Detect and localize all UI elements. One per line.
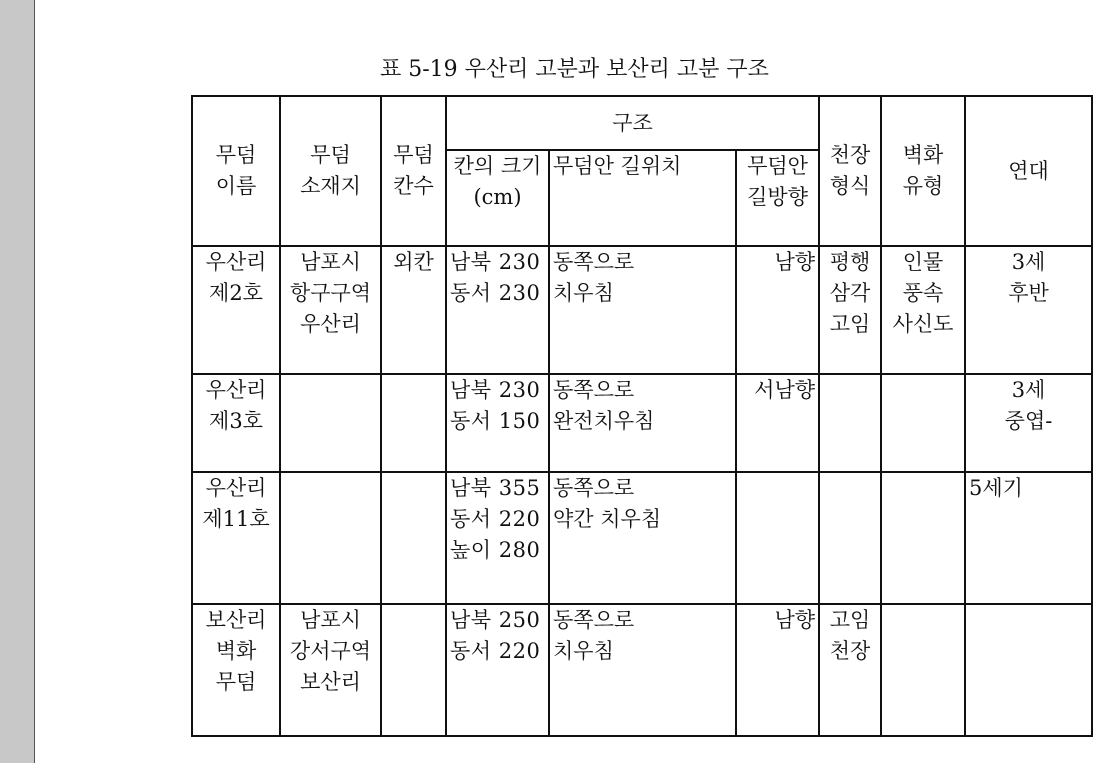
cell-tomb-name: 우산리 제11호 xyxy=(192,472,280,604)
cell-tomb-name: 우산리 제3호 xyxy=(192,374,280,472)
cell-mural xyxy=(881,472,965,604)
cell-date: 3세 후반 xyxy=(965,246,1092,374)
cell-chambers: 외칸 xyxy=(381,246,446,374)
header-chambers: 무덤 칸수 xyxy=(381,96,446,246)
cell-date: 3세 중엽- xyxy=(965,374,1092,472)
cell-passage-position: 동쪽으로 치우침 xyxy=(549,246,736,374)
cell-chambers xyxy=(381,604,446,736)
cell-location xyxy=(280,374,381,472)
header-location: 무덤 소재지 xyxy=(280,96,381,246)
cell-size: 남북 230 동서 230 xyxy=(446,246,549,374)
cell-mural xyxy=(881,604,965,736)
cell-size: 남북 250 동서 220 xyxy=(446,604,549,736)
cell-mural xyxy=(881,374,965,472)
cell-date: 5세기 xyxy=(965,472,1092,604)
table-row xyxy=(192,604,1092,736)
table-row xyxy=(192,246,1092,374)
cell-passage-position: 동쪽으로 약간 치우침 xyxy=(549,472,736,604)
header-chamber-size: 칸의 크기 (cm) xyxy=(446,150,549,246)
cell-size: 남북 230 동서 150 xyxy=(446,374,549,472)
cell-size: 남북 355 동서 220 높이 280 xyxy=(446,472,549,604)
left-margin-bar xyxy=(0,0,35,763)
tomb-structure-table xyxy=(191,95,1093,737)
cell-location: 남포시 강서구역 보산리 xyxy=(280,604,381,736)
cell-location: 남포시 항구구역 우산리 xyxy=(280,246,381,374)
cell-tomb-name: 보산리 벽화 무덤 xyxy=(192,604,280,736)
cell-passage-direction: 남향 xyxy=(736,604,819,736)
cell-chambers xyxy=(381,374,446,472)
table-row xyxy=(192,374,1092,472)
cell-chambers xyxy=(381,472,446,604)
cell-passage-direction: 남향 xyxy=(736,246,819,374)
table-row xyxy=(192,472,1092,604)
cell-ceiling xyxy=(819,374,881,472)
cell-passage-position: 동쪽으로 치우침 xyxy=(549,604,736,736)
header-passage-direction: 무덤안 길방향 xyxy=(736,150,819,246)
cell-date xyxy=(965,604,1092,736)
header-row-1 xyxy=(192,96,1092,150)
header-structure: 구조 xyxy=(446,96,819,150)
header-passage-position: 무덤안 길위치 xyxy=(549,150,736,246)
cell-ceiling xyxy=(819,472,881,604)
table-caption: 표 5-19 우산리 고분과 보산리 고분 구조 xyxy=(380,57,769,82)
structure-table-container xyxy=(191,95,1053,755)
cell-tomb-name: 우산리 제2호 xyxy=(192,246,280,374)
header-mural: 벽화 유형 xyxy=(881,96,965,246)
cell-location xyxy=(280,472,381,604)
header-tomb-name: 무덤 이름 xyxy=(192,96,280,246)
header-ceiling: 천장 형식 xyxy=(819,96,881,246)
cell-mural: 인물 풍속 사신도 xyxy=(881,246,965,374)
cell-ceiling: 평행 삼각 고임 xyxy=(819,246,881,374)
cell-passage-direction xyxy=(736,472,819,604)
cell-ceiling: 고임 천장 xyxy=(819,604,881,736)
cell-passage-position: 동쪽으로 완전치우침 xyxy=(549,374,736,472)
cell-passage-direction: 서남향 xyxy=(736,374,819,472)
header-date: 연대 xyxy=(965,96,1092,246)
